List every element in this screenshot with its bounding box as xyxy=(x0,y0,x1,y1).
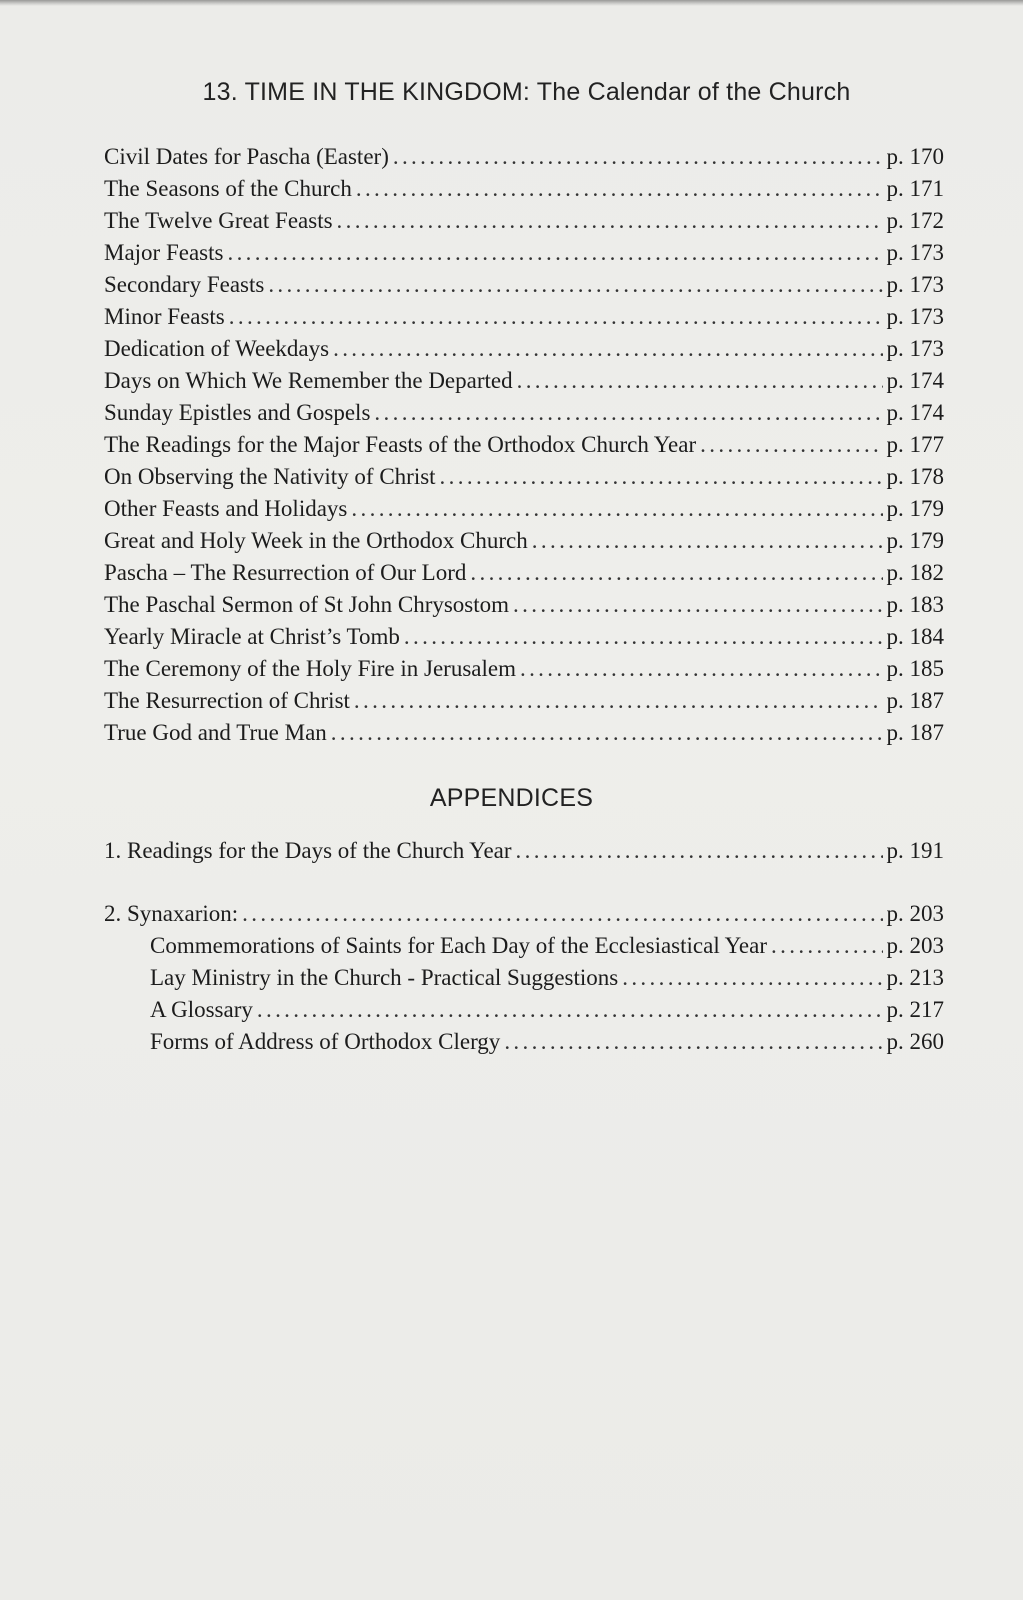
chapter-heading: 13. TIME IN THE KINGDOM: The Calendar of the Church xyxy=(202,78,851,106)
toc-entry-page: p. 187 xyxy=(886,688,944,713)
toc-entry-page: p. 179 xyxy=(886,528,944,553)
toc-entry[interactable] xyxy=(104,237,944,269)
toc-entry[interactable] xyxy=(104,930,944,962)
toc-entry-title: 2. Synaxarion: xyxy=(104,901,239,926)
toc-entry-title: The Ceremony of the Holy Fire in Jerusalem xyxy=(104,656,516,681)
toc-entry-page: p. 173 xyxy=(886,304,944,329)
toc-entry-title: On Observing the Nativity of Christ xyxy=(104,464,436,489)
toc-entry-page: p. 187 xyxy=(886,720,944,745)
dot-leader xyxy=(337,205,883,237)
toc-entry[interactable] xyxy=(104,1026,944,1058)
toc-entry[interactable] xyxy=(104,397,944,429)
toc-entry[interactable] xyxy=(104,333,944,365)
toc-entry[interactable] xyxy=(104,141,944,173)
toc-entry-synaxarion[interactable] xyxy=(104,898,944,930)
dot-leader xyxy=(229,301,883,333)
dot-leader xyxy=(257,994,883,1026)
dot-leader xyxy=(393,141,883,173)
dot-leader xyxy=(532,525,883,557)
toc-entry-title: Civil Dates for Pascha (Easter) xyxy=(104,144,389,169)
toc-entry-title: True God and True Man xyxy=(104,720,327,745)
dot-leader xyxy=(440,461,883,493)
dot-leader xyxy=(242,898,882,930)
toc-entry[interactable] xyxy=(104,994,944,1026)
dot-leader xyxy=(700,429,882,461)
toc-entry[interactable] xyxy=(104,461,944,493)
toc-entry-title: Forms of Address of Orthodox Clergy xyxy=(150,1029,501,1054)
toc-entry-title: 1. Readings for the Days of the Church Year xyxy=(104,838,512,863)
toc-entry-title: The Resurrection of Christ xyxy=(104,688,350,713)
toc-entry-page: p. 178 xyxy=(886,464,944,489)
toc-entry[interactable] xyxy=(104,365,944,397)
dot-leader xyxy=(331,717,883,749)
toc-entry-title: A Glossary xyxy=(150,997,253,1022)
dot-leader xyxy=(374,397,882,429)
toc-entry-page: p. 260 xyxy=(886,1029,944,1054)
dot-leader xyxy=(227,237,882,269)
toc-entry-page: p. 185 xyxy=(886,656,944,681)
toc-entry-title: Sunday Epistles and Gospels xyxy=(104,400,371,425)
toc-entry[interactable] xyxy=(104,173,944,205)
toc-entry-page: p. 213 xyxy=(886,965,944,990)
toc-entry[interactable] xyxy=(104,301,944,333)
toc-entry-page: p. 173 xyxy=(886,272,944,297)
appendices-heading: APPENDICES xyxy=(429,784,594,812)
dot-leader xyxy=(622,962,882,994)
toc-entry-title: Great and Holy Week in the Orthodox Church xyxy=(104,528,528,553)
dot-leader xyxy=(333,333,882,365)
toc-entry-page: p. 203 xyxy=(886,933,944,958)
toc-entry[interactable] xyxy=(104,205,944,237)
toc-entry[interactable] xyxy=(104,621,944,653)
appendix-readings-entry-wrap xyxy=(104,835,944,867)
toc-entry-page: p. 174 xyxy=(886,368,944,393)
toc-entry[interactable] xyxy=(104,962,944,994)
toc-entry-title: Dedication of Weekdays xyxy=(104,336,330,361)
dot-leader xyxy=(351,493,882,525)
toc-entry-page: p. 170 xyxy=(886,144,944,169)
toc-entry-page: p. 203 xyxy=(886,901,944,926)
toc-entry-page: p. 173 xyxy=(886,336,944,361)
toc-entry-title: Yearly Miracle at Christ’s Tomb xyxy=(104,624,400,649)
dot-leader xyxy=(513,589,882,621)
toc-entry-page: p. 183 xyxy=(886,592,944,617)
dot-leader xyxy=(354,685,883,717)
appendix-synaxarion-list xyxy=(104,898,944,1058)
toc-entry[interactable] xyxy=(104,429,944,461)
dot-leader xyxy=(268,269,882,301)
toc-entry-page: p. 191 xyxy=(886,838,944,863)
toc-entry-title: Commemorations of Saints for Each Day of the Ecclesiastical Year xyxy=(150,933,768,958)
synaxarion-sub-entries xyxy=(104,930,944,1058)
toc-entry-title: Other Feasts and Holidays xyxy=(104,496,348,521)
page-top-edge xyxy=(0,0,1023,6)
toc-entry[interactable] xyxy=(104,717,944,749)
toc-entry-title: Major Feasts xyxy=(104,240,224,265)
toc-entry[interactable] xyxy=(104,589,944,621)
dot-leader xyxy=(771,930,882,962)
dot-leader xyxy=(504,1026,882,1058)
toc-entry-title: The Paschal Sermon of St John Chrysostom xyxy=(104,592,510,617)
toc-entry-page: p. 174 xyxy=(886,400,944,425)
toc-entry[interactable] xyxy=(104,653,944,685)
toc-entry[interactable] xyxy=(104,685,944,717)
dot-leader xyxy=(517,365,883,397)
toc-entry-title: Pascha – The Resurrection of Our Lord xyxy=(104,560,467,585)
toc-entry-page: p. 171 xyxy=(886,176,944,201)
toc-entry[interactable] xyxy=(104,493,944,525)
toc-entry-title: Minor Feasts xyxy=(104,304,225,329)
dot-leader xyxy=(516,835,883,867)
toc-entry-title: Days on Which We Remember the Departed xyxy=(104,368,513,393)
toc-entry-page: p. 184 xyxy=(886,624,944,649)
toc-entry-title: The Seasons of the Church xyxy=(104,176,352,201)
dot-leader xyxy=(520,653,883,685)
toc-entry-page: p. 173 xyxy=(886,240,944,265)
dot-leader xyxy=(404,621,883,653)
chapter-toc-list xyxy=(104,141,944,749)
dot-leader xyxy=(356,173,883,205)
toc-entry[interactable] xyxy=(104,269,944,301)
toc-entry-page: p. 177 xyxy=(886,432,944,457)
toc-entry[interactable] xyxy=(104,525,944,557)
toc-entry-title: The Twelve Great Feasts xyxy=(104,208,333,233)
toc-entry-title: The Readings for the Major Feasts of the Orthodox Church Year xyxy=(104,432,697,457)
toc-entry-page: p. 179 xyxy=(886,496,944,521)
toc-entry-title: Lay Ministry in the Church - Practical Suggestions xyxy=(150,965,619,990)
toc-entry-page: p. 172 xyxy=(886,208,944,233)
toc-entry-page: p. 217 xyxy=(886,997,944,1022)
toc-entry-title: Secondary Feasts xyxy=(104,272,265,297)
toc-entry-readings[interactable] xyxy=(104,835,944,867)
toc-entry[interactable] xyxy=(104,557,944,589)
dot-leader xyxy=(470,557,882,589)
toc-entry-page: p. 182 xyxy=(886,560,944,585)
